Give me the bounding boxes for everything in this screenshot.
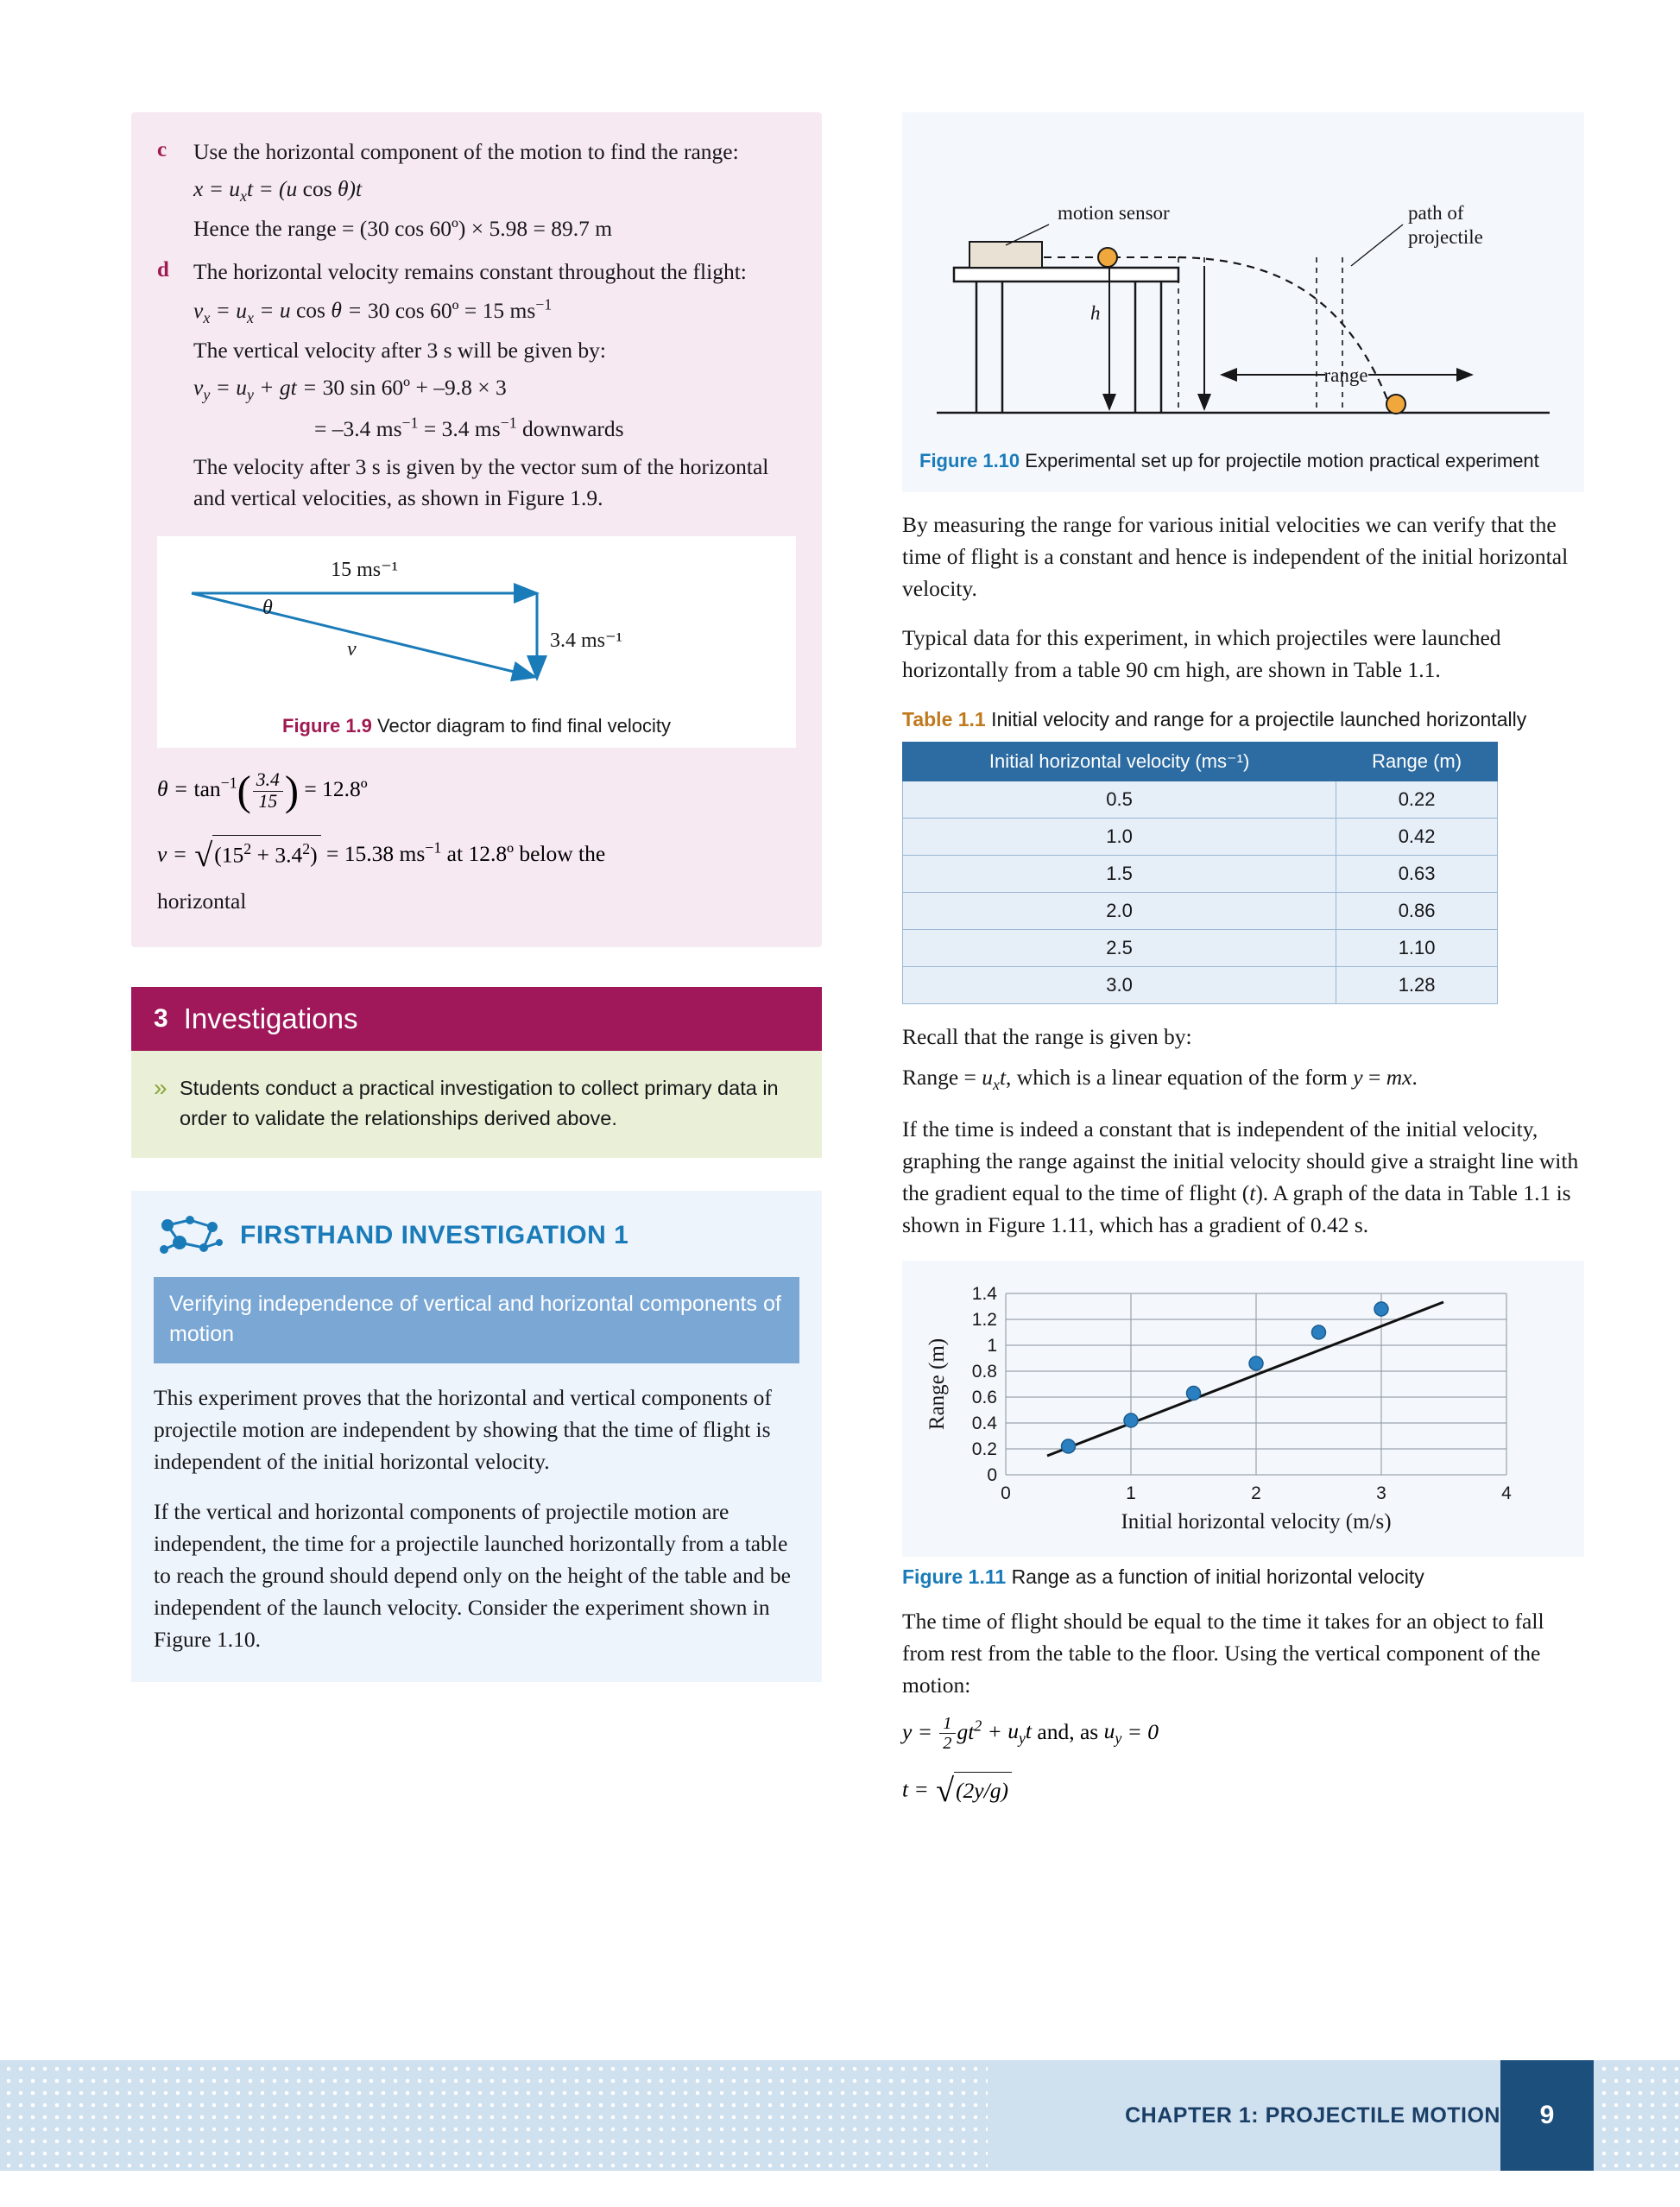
table-header-row bbox=[903, 742, 1498, 781]
page-number: 9 bbox=[1500, 2060, 1594, 2171]
table-row bbox=[903, 966, 1498, 1003]
figure-1-11-label: Figure 1.11 bbox=[902, 1565, 1007, 1588]
svg-text:4: 4 bbox=[1501, 1483, 1512, 1503]
v-equation: $v = √(15^2 + 3.4^2) = 15.38$ $ms^{-1}$ at 12.8º below the bbox=[157, 832, 796, 881]
figure-1-10-height-label: h bbox=[1090, 302, 1101, 324]
firsthand-paragraph-1: This experiment proves that the horizontal and vertical components of projectile motion are independent by showing that the time of flight is independent of the initial horizontal velocity. bbox=[154, 1384, 772, 1474]
table-cell-velocity: 1.0 bbox=[903, 818, 1336, 855]
firsthand-subtitle: Verifying independence of vertical and horizontal components of motion bbox=[154, 1277, 799, 1363]
figure-1-9-theta-label: θ bbox=[262, 597, 273, 620]
table-row bbox=[903, 818, 1498, 855]
figure-1-9-caption-text: Vector diagram to find final velocity bbox=[377, 715, 671, 737]
svg-text:0.8: 0.8 bbox=[971, 1361, 997, 1382]
part-c-body bbox=[193, 136, 796, 244]
figure-1-11-panel bbox=[902, 1261, 1584, 1557]
syllabus-bullet-panel bbox=[131, 1051, 822, 1158]
figure-1-9-label: Figure 1.9 bbox=[282, 715, 372, 737]
theta-equation: $\theta = \tan^{-1}$( $\frac{3.4}{15}$ ) = 12.8º bbox=[157, 768, 368, 814]
table-cell-range: 0.42 bbox=[1336, 818, 1498, 855]
closing-paragraph: The time of flight should be equal to the time it takes for an object to fall from rest from the table to the floor. Using the vertical component of the motion: bbox=[902, 1608, 1544, 1698]
part-c-intro: Use the horizontal component of the motion to find the range: bbox=[193, 139, 739, 164]
part-c-line-2: Hence the range = (30 cos 60º) × 5.98 = 89.7 m bbox=[193, 216, 613, 242]
figure-1-10-svg bbox=[919, 128, 1567, 439]
theta-frac-numerator: 3.4 bbox=[253, 770, 283, 792]
figure-1-10-path-label-2: projectile bbox=[1408, 226, 1483, 248]
part-label-d: d bbox=[157, 258, 169, 282]
page-footer bbox=[0, 2043, 1680, 2207]
figure-1-9-svg bbox=[157, 545, 761, 709]
figure-1-9-resultant-label: v bbox=[347, 638, 357, 661]
theta-equation-rhs: = 12.8º bbox=[304, 776, 368, 802]
part-d-line-2: The vertical velocity after 3 s will be given by: bbox=[193, 337, 606, 363]
figure-1-9-caption bbox=[157, 715, 796, 737]
theta-frac-denominator: 15 bbox=[258, 790, 278, 812]
table-cell-range: 1.10 bbox=[1336, 929, 1498, 966]
molecule-icon bbox=[154, 1213, 228, 1258]
worked-solution-panel bbox=[131, 112, 822, 947]
firsthand-header bbox=[154, 1213, 799, 1258]
right-paragraph-1: By measuring the range for various initial velocities we can verify that the time of flight is a constant and hence is independent of the initial horizontal velocity. bbox=[902, 511, 1569, 601]
chart-xlabel: Initial horizontal velocity (m/s) bbox=[1121, 1509, 1392, 1534]
part-d-equation-3: = –3.4 $ms^{-1} = 3.4$ $ms^{-1}$ downwards bbox=[314, 414, 624, 442]
part-c-equation-1: $x = u_xt = (u$ cos θ)t bbox=[193, 176, 363, 206]
svg-text:3: 3 bbox=[1376, 1483, 1386, 1503]
firsthand-body bbox=[154, 1382, 799, 1657]
figure-1-9 bbox=[157, 536, 796, 748]
table-cell-range: 0.63 bbox=[1336, 855, 1498, 892]
figure-1-9-vertical-label: 3.4 ms⁻¹ bbox=[550, 629, 622, 653]
figure-1-10-label: Figure 1.10 bbox=[919, 450, 1020, 471]
right-paragraph-2: Typical data for this experiment, in which projectiles were launched horizontally from a table 90 cm high, are shown in Table 1.1. bbox=[902, 624, 1501, 682]
solution-part-c bbox=[157, 136, 796, 244]
section-title: Investigations bbox=[183, 1002, 358, 1035]
figure-1-11-chart bbox=[911, 1276, 1576, 1544]
svg-text:0.2: 0.2 bbox=[971, 1439, 997, 1459]
equation-t: t = √(2y/g) bbox=[902, 1767, 1584, 1816]
figure-1-11-caption-text: Range as a function of initial horizontal velocity bbox=[1011, 1565, 1424, 1588]
firsthand-investigation-panel bbox=[131, 1191, 822, 1683]
table-row bbox=[903, 855, 1498, 892]
svg-text:1.2: 1.2 bbox=[971, 1309, 997, 1330]
svg-text:0: 0 bbox=[987, 1464, 997, 1485]
part-d-body bbox=[193, 256, 796, 514]
equation-y: y = $\frac{1}{2}$ $gt^2 + u_yt$ and, as $u_y = 0$ bbox=[902, 1713, 1159, 1753]
table-cell-range: 0.86 bbox=[1336, 892, 1498, 929]
table-1-1-label: Table 1.1 bbox=[902, 707, 986, 730]
table-1-1 bbox=[902, 742, 1498, 1004]
table-row bbox=[903, 892, 1498, 929]
chevron-double-right-icon: » bbox=[154, 1074, 167, 1102]
svg-text:0: 0 bbox=[1001, 1483, 1011, 1503]
chart-ylabel: Range (m) bbox=[925, 1337, 949, 1430]
part-d-equation-1: $v_x = u_x = u$ cos θ = 30 cos 60º = 15 $ms^{-1}$ bbox=[193, 295, 553, 327]
table-cell-velocity: 1.5 bbox=[903, 855, 1336, 892]
svg-text:2: 2 bbox=[1251, 1483, 1261, 1503]
svg-text:0.6: 0.6 bbox=[971, 1387, 997, 1407]
syllabus-bullet-text: Students conduct a practical investigation to collect primary data in order to validate the relationships derived above. bbox=[180, 1077, 779, 1129]
right-column bbox=[902, 112, 1584, 1822]
table-cell-range: 0.22 bbox=[1336, 781, 1498, 818]
table-cell-velocity: 0.5 bbox=[903, 781, 1336, 818]
part-d-intro: The horizontal velocity remains constant throughout the flight: bbox=[193, 259, 747, 285]
figure-1-10-caption bbox=[919, 448, 1567, 475]
part-d-line-3: The velocity after 3 s is given by the vector sum of the horizontal and vertical velocities, as shown in Figure 1.9. bbox=[193, 453, 769, 510]
v-equation-tail: horizontal bbox=[157, 888, 247, 914]
footer-chapter-title: CHAPTER 1: PROJECTILE MOTION bbox=[1125, 2103, 1500, 2128]
figure-1-10-caption-text: Experimental set up for projectile motion practical experiment bbox=[1025, 450, 1539, 471]
table-header-range: Range (m) bbox=[1336, 742, 1498, 781]
svg-text:0.4: 0.4 bbox=[971, 1413, 997, 1433]
figure-1-10-path-label-1: path of bbox=[1408, 202, 1464, 224]
solution-part-d bbox=[157, 256, 796, 514]
left-column bbox=[138, 112, 829, 1682]
table-cell-velocity: 2.0 bbox=[903, 892, 1336, 929]
recall-text: Recall that the range is given by: bbox=[902, 1023, 1192, 1049]
svg-text:1: 1 bbox=[987, 1335, 997, 1356]
after-equation-text: If the time is indeed a constant that is independent of the initial velocity, graphing the range against the initial velocity should give a straight line with the gradient equal to the time of flight (t). A graph of the data in Table 1.1 is shown in Figure 1.11, which has a gradient of 0.42 s. bbox=[902, 1116, 1579, 1237]
section-header-investigations bbox=[131, 987, 822, 1051]
table-1-1-caption bbox=[902, 705, 1584, 733]
table-row bbox=[903, 929, 1498, 966]
table-header-velocity: Initial horizontal velocity (ms⁻¹) bbox=[903, 742, 1336, 781]
figure-1-10-sensor-label: motion sensor bbox=[1058, 202, 1170, 224]
svg-text:1.4: 1.4 bbox=[971, 1283, 997, 1304]
recall-equation: Range = $u_xt$, which is a linear equation of the form y = mx. bbox=[902, 1064, 1418, 1093]
table-row bbox=[903, 781, 1498, 818]
figure-1-11-caption bbox=[902, 1565, 1584, 1589]
table-cell-velocity: 3.0 bbox=[903, 966, 1336, 1003]
table-1-1-caption-text: Initial velocity and range for a projectile launched horizontally bbox=[991, 707, 1527, 730]
part-label-c: c bbox=[157, 138, 167, 161]
figure-1-10-range-label: range bbox=[1323, 364, 1368, 386]
firsthand-title: FIRSTHAND INVESTIGATION 1 bbox=[240, 1220, 629, 1249]
table-cell-velocity: 2.5 bbox=[903, 929, 1336, 966]
svg-text:1: 1 bbox=[1126, 1483, 1136, 1503]
section-number: 3 bbox=[154, 1004, 168, 1034]
firsthand-paragraph-2: If the vertical and horizontal components of projectile motion are independent, the time for a projectile launched horizontally from a table to reach the ground should depend only on the height of the table and be independent of the launch velocity. Consider the experiment shown in Figure 1.10. bbox=[154, 1499, 791, 1653]
figure-1-9-horizontal-label: 15 ms⁻¹ bbox=[331, 559, 398, 582]
part-d-equation-2: $v_y = u_y$ + gt = 30 sin 60º + –9.8 × 3 bbox=[193, 375, 507, 404]
figure-1-10-panel bbox=[902, 112, 1584, 492]
table-cell-range: 1.28 bbox=[1336, 966, 1498, 1003]
